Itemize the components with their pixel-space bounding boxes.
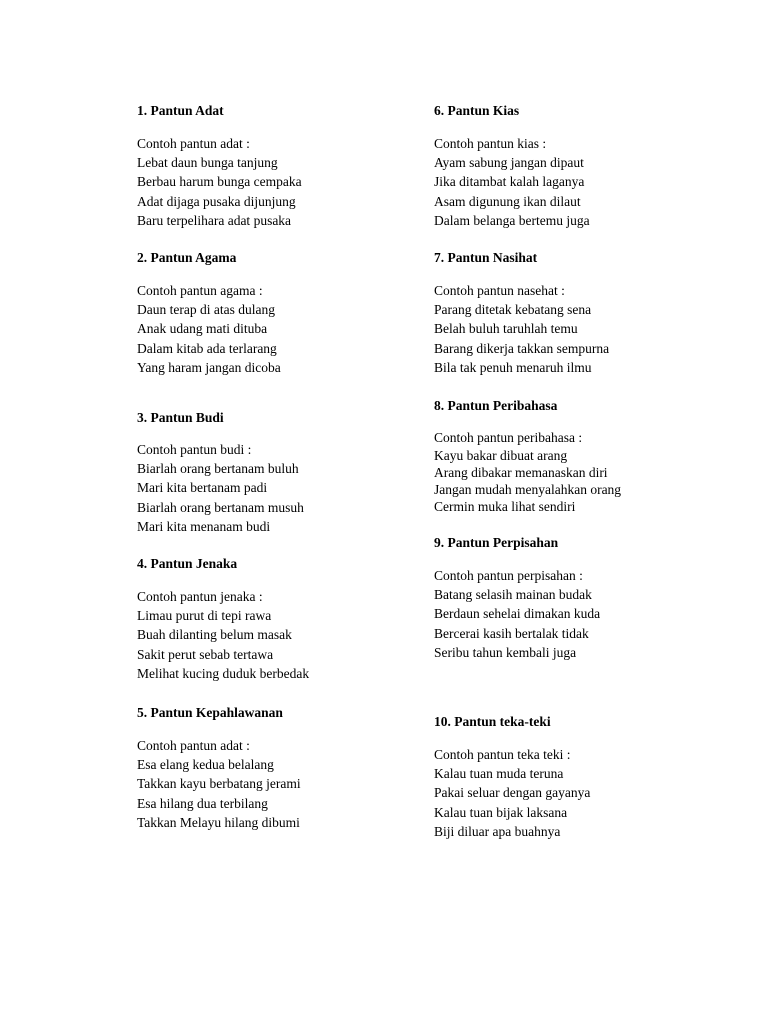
section-heading: 2. Pantun Agama bbox=[137, 250, 237, 265]
pantun-line: Batang selasih mainan budak bbox=[434, 587, 592, 602]
pantun-line: Biji diluar apa buahnya bbox=[434, 823, 561, 839]
pantun-line: Takkan kayu berbatang jerami bbox=[137, 776, 301, 792]
pantun-line: Mari kita menanam budi bbox=[137, 518, 271, 534]
pantun-line: Buah dilanting belum masak bbox=[137, 627, 292, 643]
pantun-section-budi bbox=[137, 410, 457, 536]
pantun-line: Kalau tuan bijak laksana bbox=[434, 804, 568, 820]
pantun-line: Jangan mudah menyalahkan orang bbox=[434, 482, 622, 497]
pantun-line: Daun terap di atas dulang bbox=[137, 302, 275, 317]
section-heading: 7. Pantun Nasihat bbox=[434, 250, 538, 265]
section-heading: 6. Pantun Kias bbox=[434, 103, 520, 118]
section-heading: 4. Pantun Jenaka bbox=[137, 556, 238, 571]
section-intro: Contoh pantun perpisahan : bbox=[434, 568, 583, 583]
pantun-line: Mari kita bertanam padi bbox=[137, 480, 268, 496]
pantun-section-adat bbox=[137, 103, 457, 230]
section-intro: Contoh pantun budi : bbox=[137, 442, 252, 457]
pantun-line: Takkan Melayu hilang dibumi bbox=[137, 814, 300, 830]
section-intro: Contoh pantun agama : bbox=[137, 283, 263, 298]
pantun-line: Biarlah orang bertanam musuh bbox=[137, 499, 304, 515]
pantun-line: Dalam kitab ada terlarang bbox=[137, 340, 277, 356]
pantun-line: Esa elang kedua belalang bbox=[137, 757, 274, 772]
pantun-line: Biarlah orang bertanam buluh bbox=[137, 461, 299, 476]
pantun-line: Cermin muka lihat sendiri bbox=[434, 499, 576, 514]
pantun-line: Lebat daun bunga tanjung bbox=[137, 155, 278, 170]
pantun-line: Asam digunung ikan dilaut bbox=[434, 193, 581, 209]
pantun-line: Pakai seluar dengan gayanya bbox=[434, 785, 591, 801]
pantun-line: Bercerai kasih bertalak tidak bbox=[434, 625, 589, 641]
pantun-line: Arang dibakar memanaskan diri bbox=[434, 465, 608, 480]
section-intro: Contoh pantun adat : bbox=[137, 738, 250, 753]
pantun-line: Belah buluh taruhlah temu bbox=[434, 321, 578, 337]
section-heading: 10. Pantun teka-teki bbox=[434, 714, 551, 729]
pantun-line: Dalam belanga bertemu juga bbox=[434, 212, 590, 228]
pantun-line: Bila tak penuh menaruh ilmu bbox=[434, 359, 592, 375]
pantun-section-kias bbox=[434, 103, 754, 230]
pantun-line: Berdaun sehelai dimakan kuda bbox=[434, 606, 601, 622]
pantun-section-peribahasa bbox=[434, 398, 754, 515]
section-intro: Contoh pantun adat : bbox=[137, 136, 250, 151]
section-heading: 3. Pantun Budi bbox=[137, 410, 224, 425]
pantun-section-agama bbox=[137, 250, 457, 377]
pantun-line: Baru terpelihara adat pusaka bbox=[137, 212, 292, 228]
section-intro: Contoh pantun jenaka : bbox=[137, 589, 263, 604]
pantun-section-kepahlawanan bbox=[137, 705, 457, 832]
pantun-section-perpisahan bbox=[434, 535, 754, 662]
pantun-section-teka-teki bbox=[434, 714, 754, 841]
pantun-section-jenaka bbox=[137, 556, 457, 683]
section-heading: 8. Pantun Peribahasa bbox=[434, 398, 558, 413]
section-intro: Contoh pantun peribahasa : bbox=[434, 430, 583, 445]
section-heading: 1. Pantun Adat bbox=[137, 103, 224, 118]
pantun-line: Limau purut di tepi rawa bbox=[137, 608, 272, 623]
section-heading: 9. Pantun Perpisahan bbox=[434, 535, 559, 550]
pantun-line: Jika ditambat kalah laganya bbox=[434, 174, 585, 190]
pantun-line: Kayu bakar dibuat arang bbox=[434, 448, 568, 463]
section-intro: Contoh pantun nasehat : bbox=[434, 283, 565, 298]
pantun-line: Berbau harum bunga cempaka bbox=[137, 174, 302, 190]
pantun-line: Yang haram jangan dicoba bbox=[137, 359, 281, 375]
pantun-line: Ayam sabung jangan dipaut bbox=[434, 155, 584, 170]
pantun-line: Sakit perut sebab tertawa bbox=[137, 646, 274, 662]
section-intro: Contoh pantun teka teki : bbox=[434, 747, 571, 762]
pantun-line: Parang ditetak kebatang sena bbox=[434, 302, 592, 317]
section-intro: Contoh pantun kias : bbox=[434, 136, 547, 151]
pantun-section-nasihat bbox=[434, 250, 754, 377]
pantun-line: Seribu tahun kembali juga bbox=[434, 644, 577, 660]
pantun-line: Esa hilang dua terbilang bbox=[137, 795, 268, 811]
pantun-line: Adat dijaga pusaka dijunjung bbox=[137, 193, 296, 209]
pantun-line: Kalau tuan muda teruna bbox=[434, 766, 564, 781]
section-heading: 5. Pantun Kepahlawanan bbox=[137, 705, 283, 720]
pantun-line: Melihat kucing duduk berbedak bbox=[137, 665, 310, 681]
pantun-line: Barang dikerja takkan sempurna bbox=[434, 340, 610, 356]
pantun-line: Anak udang mati dituba bbox=[137, 321, 268, 337]
